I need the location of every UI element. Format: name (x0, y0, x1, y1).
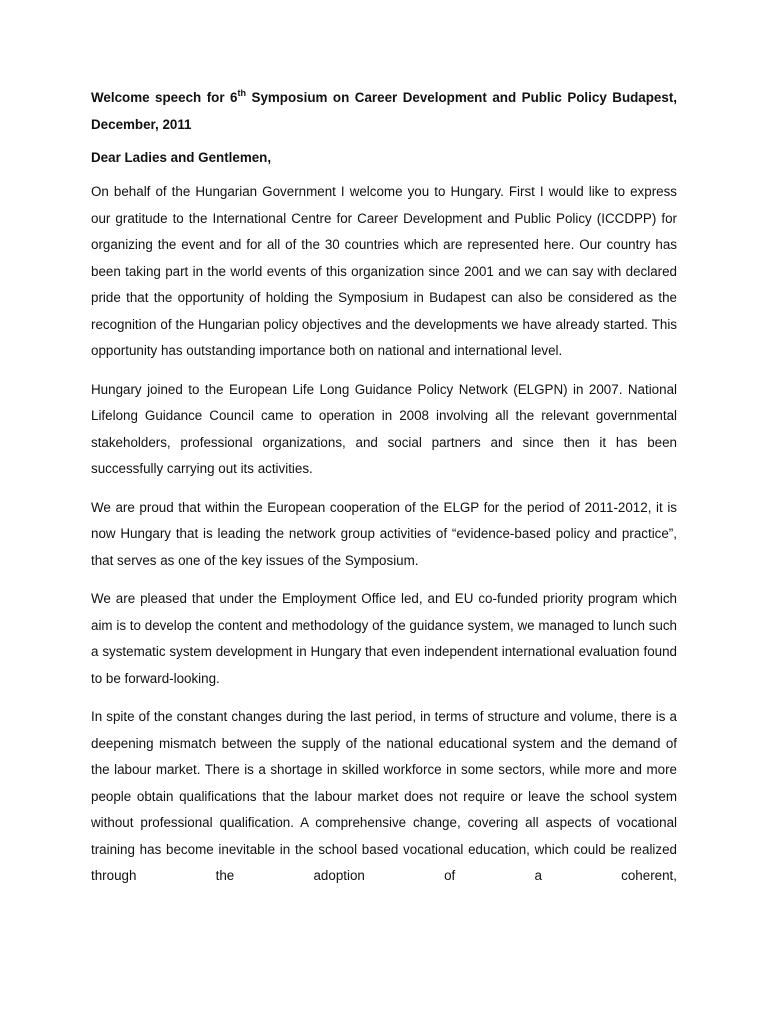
document-title (91, 84, 677, 138)
title-part-1: Welcome speech for 6 (91, 90, 238, 105)
paragraph-5: In spite of the constant changes during the last period, in terms of structure and volume, there is a deepening mismatch between the supply of the national educational system and the demand of the labour market. There is a shortage in skilled workforce in some sectors, while more and more people obtain qualifications that the labour market does not require or leave the school system without professional qualification. A comprehensive change, covering all aspects of vocational training has become inevitable in the school based vocational education, which could be realized through the adoption of a coherent, (91, 709, 677, 883)
title-superscript: th (237, 88, 247, 98)
paragraph-4: We are pleased that under the Employment Office led, and EU co-funded priority program which aim is to develop the content and methodology of the guidance system, we managed to lunch such a systematic system development in Hungary that even independent international evaluation found to be forward-looking. (91, 591, 677, 686)
paragraph-2: Hungary joined to the European Life Long Guidance Policy Network (ELGPN) in 2007. National Lifelong Guidance Council came to operation in 2008 involving all the relevant governmental stakeholders, professional organizations, and social partners and since then it has been successfully carrying out its activities. (91, 381, 677, 476)
paragraph-3: We are proud that within the European cooperation of the ELGP for the period of 2011-2012, it is now Hungary that is leading the network group activities of “evidence-based policy and practice”, that serves as one of the key issues of the Symposium. (91, 499, 677, 568)
paragraph-1: On behalf of the Hungarian Government I welcome you to Hungary. First I would like to express our gratitude to the International Centre for Career Development and Public Policy (ICCDPP) for organizing the event and for all of the 30 countries which are represented here. Our country has been taking part in the world events of this organization since 2001 and we can say with declared pride that the opportunity of holding the Symposium in Budapest can also be considered as the recognition of the Hungarian policy objectives and the developments we have already started. This opportunity has outstanding importance both on national and international level. (91, 184, 677, 358)
salutation: Dear Ladies and Gentlemen, (91, 150, 272, 165)
title-part-2: Symposium on Career Development and Public Policy Budapest, December, 2011 (91, 90, 677, 132)
